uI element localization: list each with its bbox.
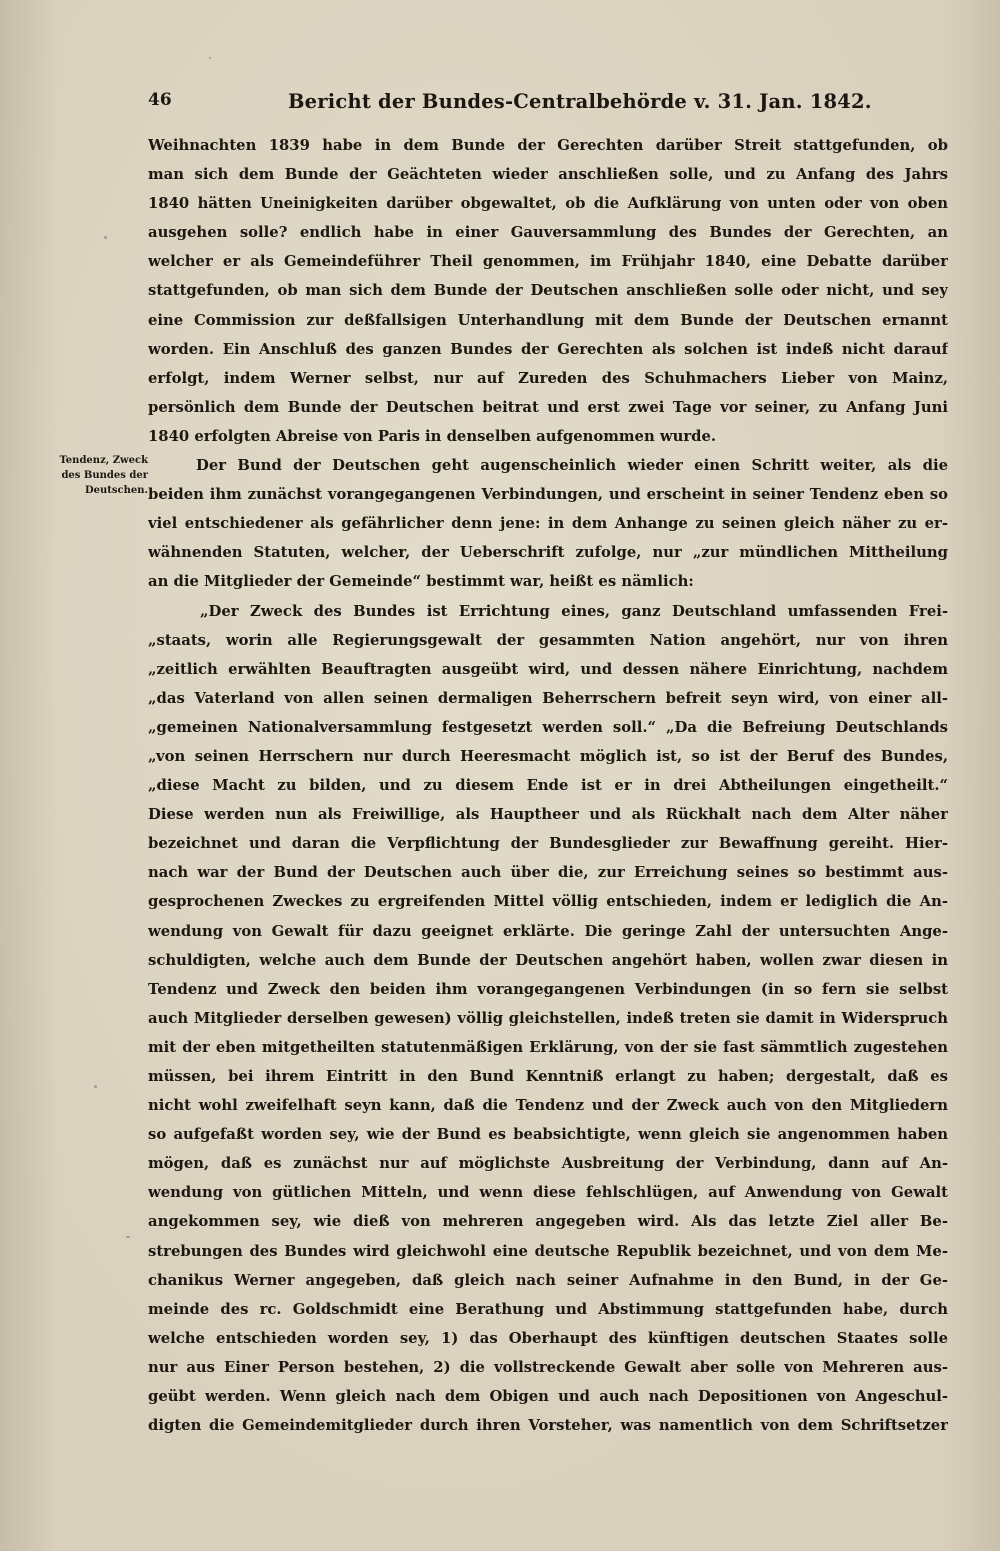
text-line: nicht wohl zweifelhaft seyn kann, daß die Tendenz und der Zweck auch von den Mitgliedern [148,1097,948,1115]
text-line: angekommen sey, wie dieß von mehreren angegeben wird. Als das letzte Ziel aller Be- [148,1213,948,1231]
quote-line: „zeitlich erwählten Beauftragten ausgeübt wird, und dessen nähere Einrichtung, nachdem [148,660,948,678]
text-line: schuldigten, welche auch dem Bunde der Deutschen angehört haben, wollen zwar diesen in [148,951,948,969]
text-line: an die Mitglieder der Gemeinde“ bestimmt war, heißt es nämlich: [148,573,694,591]
text-line: mögen, daß es zunächst nur auf möglichste Ausbreitung der Verbindung, dann auf An- [148,1155,948,1173]
quote-line: „von seinen Herrschern nur durch Heeresmacht möglich ist, so ist der Beruf des Bundes, [148,747,948,765]
margin-note [52,453,148,498]
text-line: wendung von Gewalt für dazu geeignet erklärte. Die geringe Zahl der untersuchten Ange- [148,922,948,940]
text-line: chanikus Werner angegeben, daß gleich nach seiner Aufnahme in den Bund, in der Ge- [148,1271,948,1289]
text-line: wähnenden Statuten, welcher, der Ueberschrift zufolge, nur „zur mündlichen Mittheilung [148,544,948,562]
text-line: welche entschieden worden sey, 1) das Oberhaupt des künftigen deutschen Staates solle [148,1329,948,1347]
text-line: viel entschiedener als gefährlicher denn jene: in dem Anhange zu seinen gleich näher zu er- [148,515,948,533]
text-line: strebungen des Bundes wird gleichwohl eine deutsche Republik bezeichnet, und von dem Me- [148,1242,948,1260]
margin-note-line: Deutschen. [84,485,148,496]
text-line: wendung von gütlichen Mitteln, und wenn diese fehlschlügen, auf Anwendung von Gewalt [148,1184,948,1202]
body-text [148,131,948,1440]
text-line: Diese werden nun als Freiwillige, als Hauptheer und als Rückhalt nach dem Alter näher [148,806,948,824]
text-line: eine Commission zur deßfallsigen Unterhandlung mit dem Bunde der Deutschen ernannt [148,311,948,329]
text-line: Der Bund der Deutschen geht augenscheinlich wieder einen Schritt weiter, als die [196,457,948,475]
quote-line: „das Vaterland von allen seinen dermaligen Beherrschern befreit seyn wird, von einer all- [148,689,948,707]
text-line: so aufgefaßt worden sey, wie der Bund es beabsichtigte, wenn gleich sie angenommen haben [148,1126,948,1144]
page-number: 46 [148,90,172,110]
margin-note-line: Tendenz, Zweck [59,455,148,466]
text-line: Tendenz und Zweck den beiden ihm vorangegangenen Verbindungen (in so fern sie selbst [148,980,948,998]
text-line: worden. Ein Anschluß des ganzen Bundes der Gerechten als solchen ist indeß nicht darauf [148,340,948,358]
paper-speck [126,1236,130,1238]
paper-speck [94,1085,97,1088]
text-line: auch Mitglieder derselben gewesen) völlig gleichstellen, indeß treten sie damit in Widerspruch [148,1009,948,1027]
text-line: müssen, bei ihrem Eintritt in den Bund Kenntniß erlangt zu haben; dergestalt, daß es [148,1068,948,1085]
text-line: 1840 hätten Uneinigkeiten darüber obgewaltet, ob die Aufklärung von unten oder von oben [148,195,948,213]
text-line: nach war der Bund der Deutschen auch über die, zur Erreichung seines so bestimmt aus- [148,864,948,882]
text-line: gesprochenen Zweckes zu ergreifenden Mittel völlig entschieden, indem er lediglich die An- [148,893,948,911]
text-line: Weihnachten 1839 habe in dem Bunde der Gerechten darüber Streit stattgefunden, ob [148,137,948,154]
text-line: meinde des rc. Goldschmidt eine Berathung und Abstimmung stattgefunden habe, durch [148,1300,948,1318]
text-line: bezeichnet und daran die Verpflichtung der Bundesglieder zur Bewaffnung gereiht. Hier- [148,835,948,853]
text-line: stattgefunden, ob man sich dem Bunde der Deutschen anschließen solle oder nicht, und sey [148,282,948,300]
text-line: ausgehen solle? endlich habe in einer Gauversammlung des Bundes der Gerechten, an [148,224,948,242]
quote-line: „staats, worin alle Regierungsgewalt der gesammten Nation angehört, nur von ihren [148,631,948,649]
text-line: digten die Gemeindemitglieder durch ihren Vorsteher, was namentlich von dem Schriftsetzer [148,1417,948,1435]
paper-speck [209,57,211,59]
text-line: beiden ihm zunächst vorangegangenen Verbindungen, und erscheint in seiner Tendenz eben so [148,486,948,504]
page-header [148,90,948,120]
paper-speck [104,236,107,239]
quote-line: „diese Macht zu bilden, und zu diesem Ende ist er in drei Abtheilungen eingetheilt.“ [148,777,948,795]
text-line: mit der eben mitgetheilten statutenmäßigen Erklärung, von der sie fast sämmtlich zugestehen [148,1038,948,1056]
text-line: erfolgt, indem Werner selbst, nur auf Zureden des Schuhmachers Lieber von Mainz, [148,369,948,387]
text-line: man sich dem Bunde der Geächteten wieder anschließen solle, und zu Anfang des Jahrs [148,166,948,184]
margin-note-line: des Bundes der [61,470,148,481]
quote-line: „gemeinen Nationalversammlung festgesetzt werden soll.“ „Da die Befreiung Deutschlands [148,718,948,736]
text-line: persönlich dem Bunde der Deutschen beitrat und erst zwei Tage vor seiner, zu Anfang Juni [148,398,948,416]
text-line: welcher er als Gemeindeführer Theil genommen, im Frühjahr 1840, eine Debatte darüber [148,253,948,271]
quote-line: „Der Zweck des Bundes ist Errichtung eines, ganz Deutschland umfassenden Frei- [200,602,948,620]
running-title: Bericht der Bundes-Centralbehörde v. 31. Jan. 1842. [288,90,872,113]
text-line: nur aus Einer Person bestehen, 2) die vollstreckende Gewalt aber solle von Mehreren aus- [148,1358,948,1376]
text-line: geübt werden. Wenn gleich nach dem Obigen und auch nach Depositionen von Angeschul- [148,1388,948,1406]
text-line: 1840 erfolgten Abreise von Paris in denselben aufgenommen wurde. [148,427,717,445]
